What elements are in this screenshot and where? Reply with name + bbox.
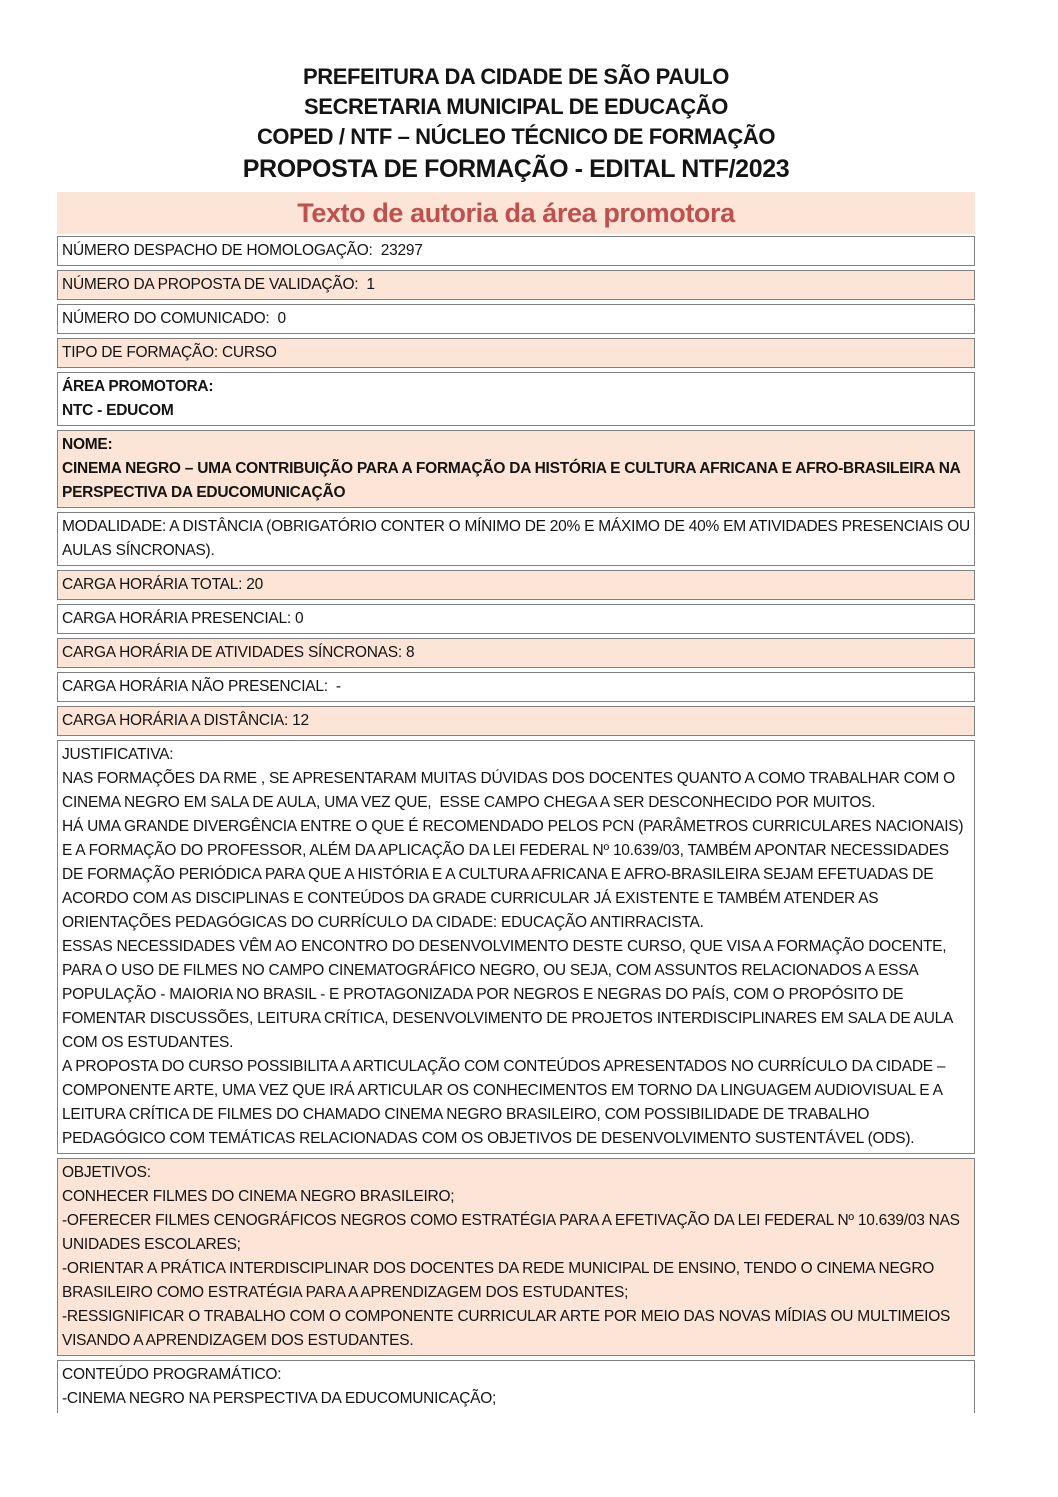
row-text-line: NÚMERO DESPACHO DE HOMOLOGAÇÃO: 23297 xyxy=(62,242,423,259)
row-text-line: CINEMA NEGRO – UMA CONTRIBUIÇÃO PARA A FORMAÇÃO DA HISTÓRIA E CULTURA AFRICANA E AFRO-BRASILEIRA NA PERSPECTIVA DA EDUCOMUNICAÇÃO xyxy=(62,460,965,501)
table-row-numero-despacho-homologacao xyxy=(57,236,975,266)
row-text-line: CARGA HORÁRIA NÃO PRESENCIAL: - xyxy=(62,678,341,695)
table-row-carga-horaria-nao-presencial xyxy=(57,672,975,702)
table-row-carga-horaria-presencial xyxy=(57,604,975,634)
document-content xyxy=(57,62,975,1413)
row-text-line: NOME: xyxy=(62,436,113,453)
table-row-carga-horaria-a-distancia xyxy=(57,706,975,736)
row-text-line: JUSTIFICATIVA: xyxy=(62,746,174,763)
table-row-carga-horaria-atividades-sincronas xyxy=(57,638,975,668)
row-text-line: -ORIENTAR A PRÁTICA INTERDISCIPLINAR DOS DOCENTES DA REDE MUNICIPAL DE ENSINO, TENDO O CINEMA NEGRO BRASILEIRO COMO ESTRATÉGIA PARA A APRENDIZAGEM DOS ESTUDANTES; xyxy=(62,1260,939,1301)
row-text-line: NÚMERO DO COMUNICADO: 0 xyxy=(62,310,286,327)
row-text-line: CONTEÚDO PROGRAMÁTICO: xyxy=(62,1366,282,1383)
row-text-line: CONHECER FILMES DO CINEMA NEGRO BRASILEIRO; xyxy=(62,1188,455,1205)
row-text-line: -RESSIGNIFICAR O TRABALHO COM O COMPONENTE CURRICULAR ARTE POR MEIO DAS NOVAS MÍDIAS OU MULTIMEIOS VISANDO A APRENDIZAGEM DOS ESTUDANTES. xyxy=(62,1308,955,1349)
row-text-line: TIPO DE FORMAÇÃO: CURSO xyxy=(62,344,277,361)
promoter-banner-title: Texto de autoria da área promotora xyxy=(297,197,735,228)
table-row-objetivos xyxy=(57,1158,975,1356)
table-row-justificativa xyxy=(57,740,975,1154)
row-text-line: -CINEMA NEGRO NA PERSPECTIVA DA EDUCOMUNICAÇÃO; xyxy=(62,1390,497,1407)
table-row-conteudo-programatico xyxy=(57,1360,975,1413)
row-text-line: A PROPOSTA DO CURSO POSSIBILITA A ARTICULAÇÃO COM CONTEÚDOS APRESENTADOS NO CURRÍCULO DA CIDADE – COMPONENTE ARTE, UMA VEZ QUE IRÁ ARTICULAR OS CONHECIMENTOS EM TORNO DA LINGUAGEM AUDIOVISUAL E A LEITURA CRÍTICA DE FILMES DO CHAMADO CINEMA NEGRO BRASILEIRO, COM POSSIBILIDADE DE TRABALHO PEDAGÓGICO COM TEMÁTICAS RELACIONADAS COM OS OBJETIVOS DE DESENVOLVIMENTO SUSTENTÁVEL (ODS). xyxy=(62,1058,950,1147)
row-text-line: CARGA HORÁRIA TOTAL: 20 xyxy=(62,576,263,593)
table-row-numero-proposta-validacao xyxy=(57,270,975,300)
row-text-line: CARGA HORÁRIA A DISTÂNCIA: 12 xyxy=(62,712,309,729)
row-text-line: NAS FORMAÇÕES DA RME , SE APRESENTARAM MUITAS DÚVIDAS DOS DOCENTES QUANTO A COMO TRABALHAR COM O CINEMA NEGRO EM SALA DE AULA, UMA VEZ QUE, ESSE CAMPO CHEGA A SER DESCONHECIDO POR MUITOS. xyxy=(62,770,960,811)
row-text-line: HÁ UMA GRANDE DIVERGÊNCIA ENTRE O QUE É RECOMENDADO PELOS PCN (PARÂMETROS CURRICULARES NACIONAIS) E A FORMAÇÃO DO PROFESSOR, ALÉM DA APLICAÇÃO DA LEI FEDERAL Nº 10.639/03, TAMBÉM APONTAR NECESSIDADES DE FORMAÇÃO PERIÓDICA PARA QUE A HISTÓRIA E A CULTURA AFRICANA E AFRO-BRASILEIRA SEJAM EFETUADAS DE ACORDO COM AS DISCIPLINAS E CONTEÚDOS DA GRADE CURRICULAR JÁ EXISTENTE E TAMBÉM ATENDER AS ORIENTAÇÕES PEDAGÓGICAS DO CURRÍCULO DA CIDADE: EDUCAÇÃO ANTIRRACISTA. xyxy=(62,818,968,931)
table-row-modalidade xyxy=(57,512,975,566)
row-text-line: -OFERECER FILMES CENOGRÁFICOS NEGROS COMO ESTRATÉGIA PARA A EFETIVAÇÃO DA LEI FEDERAL Nº 10.639/03 NAS UNIDADES ESCOLARES; xyxy=(62,1212,964,1253)
row-text-line: MODALIDADE: A DISTÂNCIA (OBRIGATÓRIO CONTER O MÍNIMO DE 20% E MÁXIMO DE 40% EM ATIVIDADES PRESENCIAIS OU AULAS SÍNCRONAS). xyxy=(62,518,974,559)
row-text-line: ÁREA PROMOTORA: xyxy=(62,378,214,395)
table-row-numero-comunicado xyxy=(57,304,975,334)
table-row-nome xyxy=(57,430,975,508)
row-text-line: OBJETIVOS: xyxy=(62,1164,151,1181)
form-table xyxy=(57,236,975,1413)
row-text-line: NTC - EDUCOM xyxy=(62,402,174,419)
header-line-secretaria: SECRETARIA MUNICIPAL DE EDUCAÇÃO xyxy=(304,94,728,119)
row-text-line: NÚMERO DA PROPOSTA DE VALIDAÇÃO: 1 xyxy=(62,276,375,293)
row-text-line: CARGA HORÁRIA PRESENCIAL: 0 xyxy=(62,610,304,627)
header-line-coped-ntf: COPED / NTF – NÚCLEO TÉCNICO DE FORMAÇÃO xyxy=(256,124,776,149)
table-row-area-promotora xyxy=(57,372,975,426)
table-row-tipo-formacao xyxy=(57,338,975,368)
document-header xyxy=(57,62,975,186)
row-text-line: ESSAS NECESSIDADES VÊM AO ENCONTRO DO DESENVOLVIMENTO DESTE CURSO, QUE VISA A FORMAÇÃO DOCENTE, PARA O USO DE FILMES NO CAMPO CINEMATOGRÁFICO NEGRO, OU SEJA, COM ASSUNTOS RELACIONADOS A ESSA POPULAÇÃO - MAIORIA NO BRASIL - E PROTAGONIZADA POR NEGROS E NEGRAS DO PAÍS, COM O PROPÓSITO DE FOMENTAR DISCUSSÕES, LEITURA CRÍTICA, DESENVOLVIMENTO DE PROJETOS INTERDISCIPLINARES EM SALA DE AULA COM OS ESTUDANTES. xyxy=(62,938,957,1051)
table-row-carga-horaria-total xyxy=(57,570,975,600)
header-line-proposta-edital: PROPOSTA DE FORMAÇÃO - EDITAL NTF/2023 xyxy=(242,155,790,183)
row-text-line: CARGA HORÁRIA DE ATIVIDADES SÍNCRONAS: 8 xyxy=(62,644,415,661)
promoter-banner xyxy=(57,192,975,234)
header-line-prefeitura: PREFEITURA DA CIDADE DE SÃO PAULO xyxy=(302,64,729,89)
